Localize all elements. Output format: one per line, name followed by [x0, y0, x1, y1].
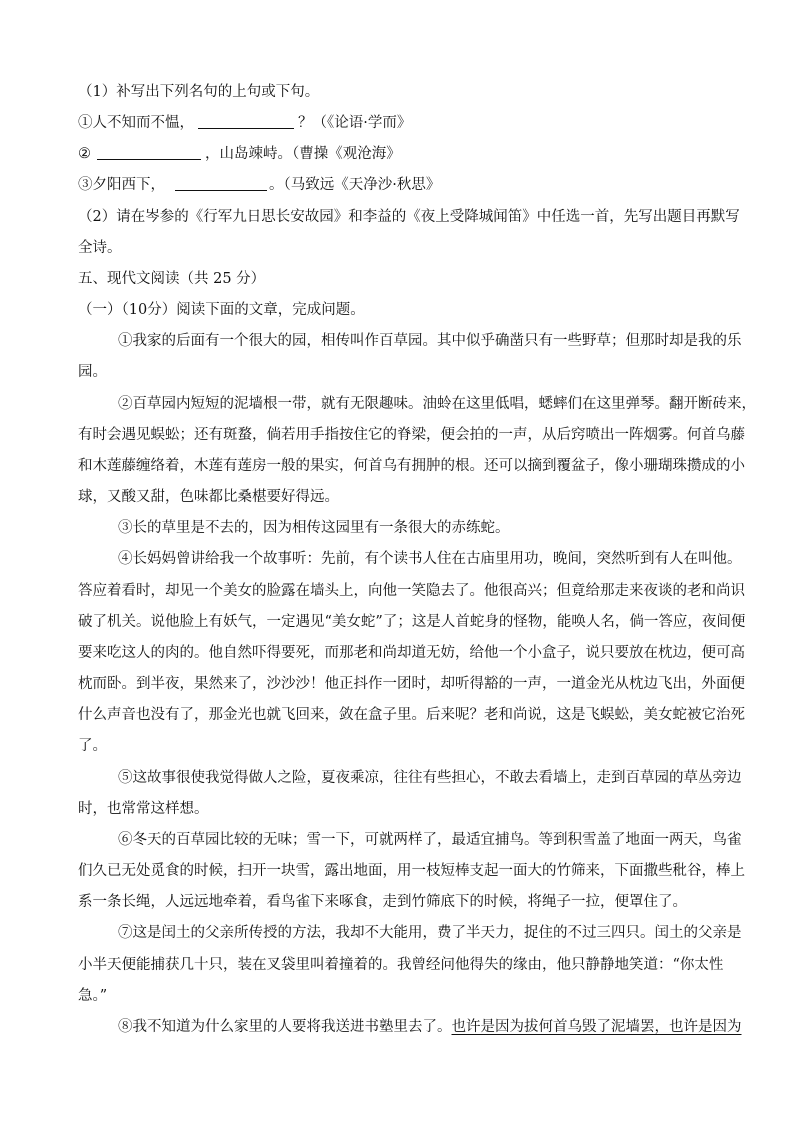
q2-line-1: （2）请在岑参的《行军九日思长安故园》和李益的《夜上受降城闻笛》中任选一首，先写出题目再默写 [78, 209, 740, 225]
q1-item-2-blank[interactable] [97, 145, 201, 160]
section-heading: 五、现代文阅读（共 25 分） [78, 271, 266, 287]
q1-item-1-blank[interactable] [198, 114, 294, 129]
para-4-line-3: 破了机关。说他脸上有妖气，一定遇见“美女蛇”了；这是人首蛇身的怪物，能唤人名，倘一答应，夜间便 [78, 614, 746, 630]
subsection-heading: （一）（10分）阅读下面的文章，完成问题。 [78, 302, 365, 318]
para-6-line-2: 们久已无处觅食的时候，扫开一块雪，露出地面，用一枝短棒支起一面大的竹筛来，下面撒些秕谷，棒上 [78, 863, 745, 879]
para-7-line-3: 急。” [78, 988, 108, 1004]
para-4-line-2: 答应着看时，却见一个美女的脸露在墙头上，向他一笑隐去了。他很高兴；但竟给那走来夜谈的老和尚识 [78, 583, 745, 599]
para-8-underlined-text: 也许是因为拔何首乌毁了泥墙罢，也许是因为 [451, 1019, 742, 1035]
para-4-line-1: ④长妈妈曾讲给我一个故事听：先前，有个读书人住在古庙里用功，晚间，突然听到有人在叫他。 [118, 551, 742, 567]
para-4-line-4: 要来吃这人的肉的。他自然吓得要死，而那老和尚却道无妨，给他一个小盒子，说只要放在枕边，便可高 [78, 645, 745, 661]
q1-item-2-suffix: ，山岛竦峙。（曹操《观沧海》 [205, 146, 401, 162]
para-8-text: ⑧我不知道为什么家里的人要将我送进书塾里去了。 [118, 1019, 452, 1035]
para-4-line-7: 了。 [78, 738, 107, 754]
para-1-line-1: ①我家的后面有一个很大的园，相传叫作百草园。其中似乎确凿只有一些野草；但那时却是我的乐 [118, 333, 742, 349]
q1-item-3-prefix: ③夕阳西下， [78, 177, 165, 193]
q1-item-3-blank[interactable] [175, 176, 267, 191]
q2-line-2: 全诗。 [78, 240, 122, 256]
para-5-line-2: 时，也常常这样想。 [78, 801, 209, 817]
para-8-line-1 [118, 1017, 768, 1037]
para-2-line-2: 有时会遇见蜈蚣；还有斑蝥，倘若用手指按住它的脊梁，便会拍的一声，从后窍喷出一阵烟雾。何首乌藤 [78, 427, 745, 443]
para-4-line-5: 枕而卧。到半夜，果然来了，沙沙沙！他正抖作一团时，却听得豁的一声，一道金光从枕边飞出，外面便 [78, 676, 745, 692]
q1-item-1-prefix: ①人不知而不愠， [78, 115, 194, 131]
q1-item-2 [78, 144, 728, 164]
para-2-line-3: 和木莲藤缠络着，木莲有莲房一般的果实，何首乌有拥肿的根。还可以摘到覆盆子，像小珊瑚珠攒成的小 [78, 458, 745, 474]
para-4-line-6: 什么声音也没有了，那金光也就飞回来，敛在盒子里。后来呢？老和尚说，这是飞蜈蚣，美女蛇被它治死 [78, 707, 745, 723]
q1-item-3 [78, 175, 728, 195]
para-7-line-2: 小半天便能捕获几十只，装在叉袋里叫着撞着的。我曾经问他得失的缘由，他只静静地笑道：“你太性 [78, 957, 724, 973]
q1-item-1-suffix: ？（《论语·学而》 [298, 115, 412, 131]
para-2-line-1: ②百草园内短短的泥墙根一带，就有无限趣味。油蛉在这里低唱，蟋蟀们在这里弹琴。翻开断砖来， [118, 396, 756, 412]
para-1-line-2: 园。 [78, 364, 107, 380]
para-7-line-1: ⑦这是闰土的父亲所传授的方法，我却不大能用，费了半天力，捉住的不过三四只。闰土的父亲是 [118, 925, 742, 941]
para-6-line-3: 系一条长绳，人远远地牵着，看鸟雀下来啄食，走到竹筛底下的时候，将绳子一拉，便罩住了。 [78, 894, 687, 910]
q1-item-2-prefix: ② [78, 146, 91, 162]
para-2-line-4: 球，又酸又甜，色味都比桑椹要好得远。 [78, 489, 339, 505]
para-6-line-1: ⑥冬天的百草园比较的无味；雪一下，可就两样了，最适宜捕鸟。等到积雪盖了地面一两天，鸟雀 [118, 832, 742, 848]
para-3-line-1: ③长的草里是不去的，因为相传这园里有一条很大的赤练蛇。 [118, 520, 510, 536]
q1-item-3-suffix: 。（马致远《天净沙·秋思》 [269, 177, 441, 193]
para-5-line-1: ⑤这故事很使我觉得做人之险，夏夜乘凉，往往有些担心，不敢去看墙上，走到百草园的草丛旁边 [118, 770, 742, 786]
q1-item-1 [78, 113, 728, 133]
q1-title: （1）补写出下列名句的上句或下句。 [78, 84, 320, 100]
